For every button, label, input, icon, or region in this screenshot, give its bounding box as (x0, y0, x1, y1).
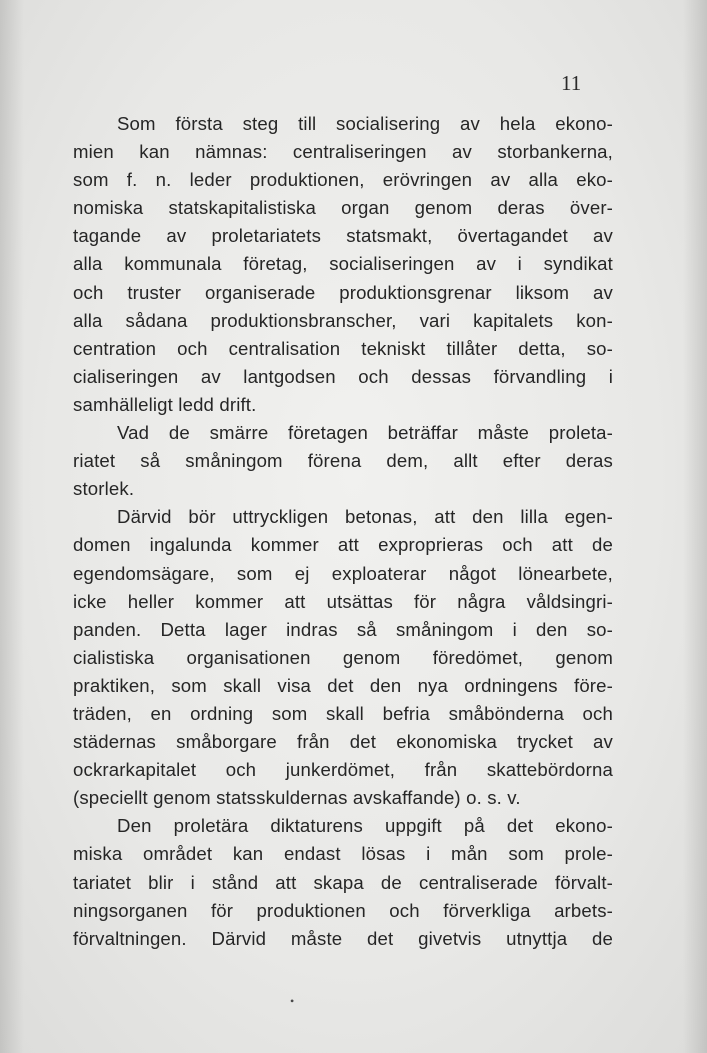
paragraph (73, 812, 613, 952)
paragraph (73, 110, 613, 419)
text-line: Den proletära diktaturens uppgift på det ekono- (117, 815, 613, 837)
text-line: panden. Detta lager indras så småningom i den so- (73, 618, 613, 640)
page-number: 11 (561, 71, 582, 95)
text-line: ockrarkapitalet och junkerdömet, från skattebördorna (73, 759, 613, 781)
text-line: centration och centralisation tekniskt tillåter detta, so- (73, 337, 613, 359)
paragraph (73, 419, 613, 503)
text-line: förvaltningen. Därvid måste det givetvis utnyttja de (73, 927, 613, 949)
text-line: mien kan nämnas: centraliseringen av storbankerna, (73, 141, 613, 163)
text-line: storlek. (73, 478, 135, 500)
text-line: som f. n. leder produktionen, erövringen av alla eko- (73, 169, 613, 191)
text-line: städernas småborgare från det ekonomiska trycket av (73, 731, 613, 753)
text-line: tariatet blir i stånd att skapa de centraliserade förvalt- (73, 871, 613, 893)
paragraph (73, 503, 613, 812)
text-line: egendomsägare, som ej exploaterar något lönearbete, (73, 562, 613, 584)
text-line: icke heller kommer att utsättas för några våldsingri- (73, 590, 613, 612)
text-line: och truster organiserade produktionsgrenar liksom av (73, 281, 613, 303)
footer-mark: • (290, 994, 295, 1008)
text-line: miska området kan endast lösas i mån som prole- (73, 843, 613, 865)
text-line: cialistiska organisationen genom föredömet, genom (73, 646, 613, 668)
text-line: Vad de smärre företagen beträffar måste proleta- (117, 422, 613, 444)
text-line: (speciellt genom statsskuldernas avskaffande) o. s. v. (73, 787, 521, 809)
page-edge-shadow-right (683, 0, 707, 1053)
text-line: träden, en ordning som skall befria småbönderna och (73, 702, 613, 724)
text-line: ningsorganen för produktionen och förverkliga arbets- (73, 899, 613, 921)
text-line: riatet så småningom förena dem, allt efter deras (73, 450, 613, 472)
text-line: alla sådana produktionsbranscher, vari kapitalets kon- (73, 309, 613, 331)
body-text (73, 110, 613, 953)
text-line: Som första steg till socialisering av hela ekono- (117, 113, 613, 134)
text-line: Därvid bör uttryckligen betonas, att den lilla egen- (117, 506, 613, 528)
page-edge-shadow-left (0, 0, 24, 1053)
text-line: alla kommunala företag, socialiseringen av i syndikat (73, 253, 613, 275)
text-line: cialiseringen av lantgodsen och dessas förvandling i (73, 365, 613, 387)
text-line: nomiska statskapitalistiska organ genom deras över- (73, 197, 613, 219)
text-line: praktiken, som skall visa det den nya ordningens före- (73, 674, 613, 696)
text-line: tagande av proletariatets statsmakt, övertagandet av (73, 225, 613, 247)
text-line: domen ingalunda kommer att exproprieras och att de (73, 534, 613, 556)
text-line: samhälleligt ledd drift. (73, 393, 257, 415)
